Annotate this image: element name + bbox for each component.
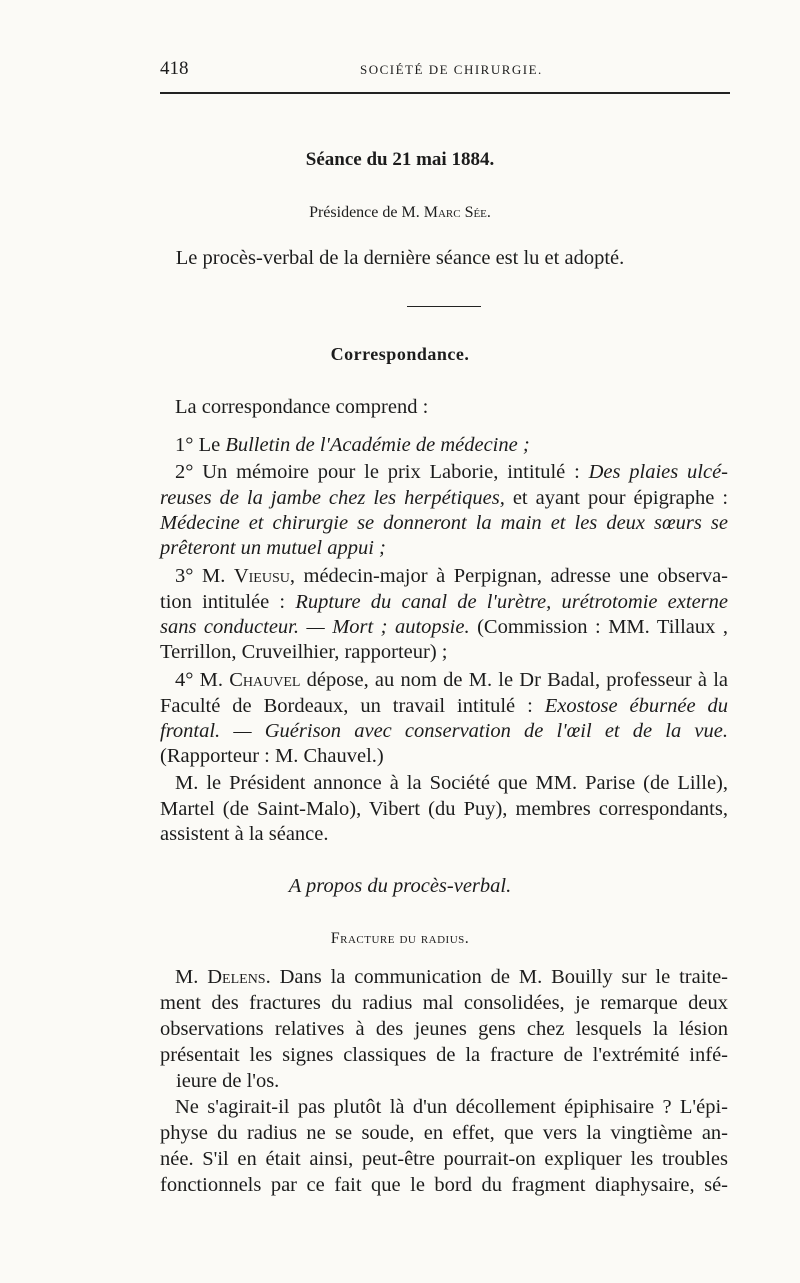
p2-line-2: physe du radius ne se soude, en effet, que vers la vingtième an-	[160, 1122, 728, 1144]
p1-line-3: observations relatives à des jeunes gens chez lesquels la lésion	[160, 1018, 728, 1040]
p1-line-4: présentait les signes classiques de la fracture de l'extrémité infé-	[160, 1044, 728, 1066]
president-name: Marc Sée.	[423, 204, 491, 221]
item-3-line-1: 3° M. Vieusu, médecin-major à Perpignan, adresse une observa-	[175, 565, 728, 587]
header-rule	[160, 92, 730, 94]
correspondance-intro: La correspondance comprend :	[175, 396, 429, 418]
section-subheading: Fracture du radius.	[330, 930, 470, 947]
item-2-line-3: Médecine et chirurgie se donneront la main et les deux sœurs se	[160, 512, 728, 534]
item-4-line-3: frontal. — Guérison avec conservation de l'œil et de la vue.	[160, 720, 728, 742]
p2-line-1: Ne s'agirait-il pas plutôt là d'un décollement épiphisaire ? L'épi-	[175, 1096, 728, 1118]
running-header	[160, 58, 730, 82]
item-2-line-1: 2° Un mémoire pour le prix Laborie, intitulé : Des plaies ulcé-	[175, 461, 728, 483]
presidence-line: Présidence de M. Marc Sée.	[309, 204, 491, 221]
session-title: Séance du 21 mai 1884.	[305, 149, 495, 170]
item-3-line-3: sans conducteur. — Mort ; autopsie. (Commission : MM. Tillaux ,	[160, 616, 728, 638]
running-title: SOCIÉTÉ DE CHIRURGIE.	[360, 62, 543, 77]
item-2-line-2: reuses de la jambe chez les herpétiques, et ayant pour épigraphe :	[160, 487, 729, 509]
item-2-line-4: prêteront un mutuel appui ;	[160, 537, 386, 559]
p1-line-2: ment des fractures du radius mal consolidées, je remarque deux	[160, 992, 728, 1014]
announce-line-1: M. le Président annonce à la Société que MM. Parise (de Lille),	[175, 772, 728, 794]
announce-line-2: Martel (de Saint-Malo), Vibert (du Puy), membres correspondants,	[160, 798, 728, 820]
p2-line-4: fonctionnels par ce fait que le bord du fragment diaphysaire, sé-	[160, 1174, 728, 1196]
item-3-line-2: tion intitulée : Rupture du canal de l'urètre, urétrotomie externe	[160, 591, 729, 613]
item-3-line-4: Terrillon, Cruveilhier, rapporteur) ;	[160, 641, 448, 663]
item-1: 1° Le Bulletin de l'Académie de médecine ;	[175, 434, 530, 456]
section-heading: A propos du procès-verbal.	[288, 875, 512, 897]
separator-rule	[407, 306, 481, 307]
minutes-line: Le procès-verbal de la dernière séance est lu et adopté.	[175, 247, 625, 269]
item-4-line-4: (Rapporteur : M. Chauvel.)	[160, 745, 384, 767]
announce-line-3: assistent à la séance.	[160, 823, 329, 845]
item-4-line-1: 4° M. Chauvel dépose, au nom de M. le Dr Badal, professeur à la	[175, 669, 728, 691]
p1-line-1: M. Delens. Dans la communication de M. Bouilly sur le traite-	[175, 966, 729, 988]
correspondance-heading: Correspondance.	[330, 344, 470, 364]
p1-line-5: ieure de l'os.	[176, 1070, 280, 1092]
page-number: 418	[160, 58, 189, 79]
p2-line-3: née. S'il en était ainsi, peut-être pourrait-on expliquer les troubles	[160, 1148, 728, 1170]
item-4-line-2: Faculté de Bordeaux, un travail intitulé : Exostose éburnée du	[160, 695, 728, 717]
